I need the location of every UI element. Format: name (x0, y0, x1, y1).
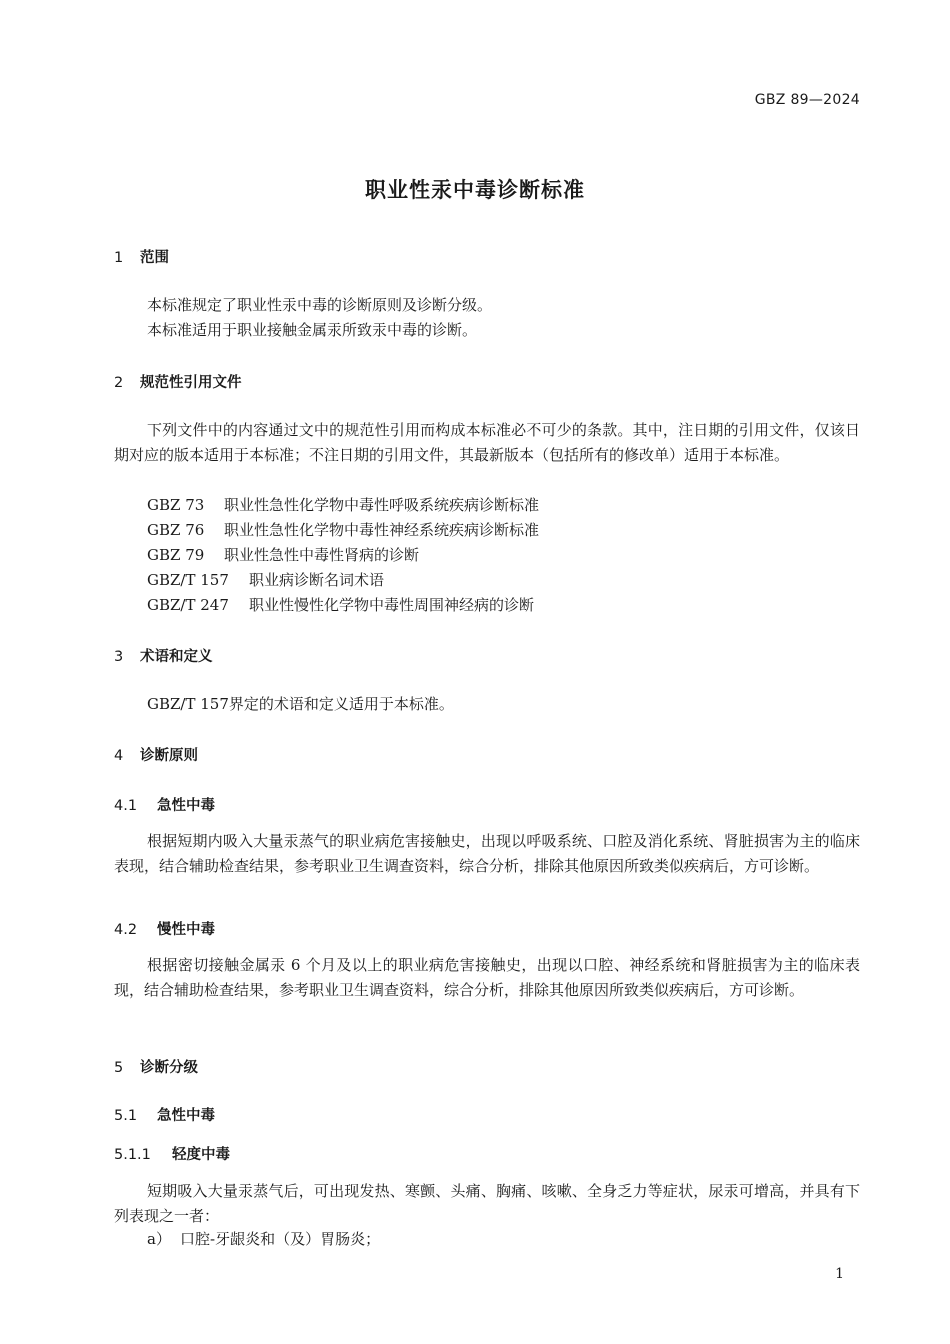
reference-title: 职业性慢性化学物中毒性周围神经病的诊断 (249, 596, 535, 614)
reference-title: 职业性急性中毒性肾病的诊断 (224, 546, 420, 564)
reference-code: GBZ/T 157 (147, 571, 229, 589)
paragraph: GBZ/T 157界定的术语和定义适用于本标准。 (147, 695, 454, 713)
section-title: 诊断分级 (140, 1060, 198, 1076)
section-title: 规范性引用文件 (140, 375, 242, 391)
section-title: 术语和定义 (140, 649, 213, 665)
list-marker: a） (147, 1230, 171, 1248)
reference-code: GBZ 76 (147, 521, 205, 539)
subsection-4-1-heading (114, 794, 215, 815)
reference-title: 职业性急性化学物中毒性呼吸系统疾病诊断标准 (224, 496, 540, 514)
reference-title: 职业病诊断名词术语 (249, 571, 385, 589)
section-title: 范围 (140, 250, 169, 266)
reference-item (147, 518, 539, 543)
reference-item (147, 493, 539, 518)
reference-code: GBZ/T 247 (147, 596, 229, 614)
subsection-5-1-1-heading (114, 1143, 230, 1164)
list-item-text: 口腔-牙龈炎和（及）胃肠炎； (180, 1230, 381, 1248)
reference-item (147, 593, 534, 618)
paragraph: 短期吸入大量汞蒸气后，可出现发热、寒颤、头痛、胸痛、咳嗽、全身乏力等症状，尿汞可增高，并具有下列表现之一者： (114, 1182, 860, 1225)
page-number: 1 (835, 1266, 844, 1282)
section-number: 3 (114, 649, 124, 665)
paragraph: 根据短期内吸入大量汞蒸气的职业病危害接触史，出现以呼吸系统、口腔及消化系统、肾脏损害为主的临床表现，结合辅助检查结果，参考职业卫生调查资料，综合分析，排除其他原因所致类似疾病后，方可诊断。 (114, 832, 860, 875)
reference-item (147, 568, 384, 593)
section-number: 2 (114, 375, 124, 391)
section-title: 轻度中毒 (172, 1147, 230, 1163)
section-3-heading (114, 645, 213, 666)
reference-code: GBZ 73 (147, 496, 205, 514)
section-5-heading (114, 1056, 198, 1077)
section-title: 急性中毒 (157, 798, 215, 814)
section-number: 5 (114, 1060, 124, 1076)
paragraph: 根据密切接触金属汞 6 个月及以上的职业病危害接触史，出现以口腔、神经系统和肾脏损害为主的临床表现，结合辅助检查结果，参考职业卫生调查资料，综合分析，排除其他原因所致类似疾病后，方可诊断。 (114, 956, 860, 999)
section-title: 慢性中毒 (157, 922, 215, 938)
subsection-4-2-heading (114, 918, 215, 939)
section-number: 5.1.1 (114, 1147, 151, 1163)
reference-code: GBZ 79 (147, 546, 205, 564)
paragraph: 下列文件中的内容通过文中的规范性引用而构成本标准必不可少的条款。其中，注日期的引用文件，仅该日期对应的版本适用于本标准；不注日期的引用文件，其最新版本（包括所有的修改单）适用于本标准。 (114, 421, 860, 464)
document-title: 职业性汞中毒诊断标准 (365, 178, 585, 202)
reference-title: 职业性急性化学物中毒性神经系统疾病诊断标准 (224, 521, 540, 539)
paragraph: 本标准适用于职业接触金属汞所致汞中毒的诊断。 (147, 321, 478, 339)
section-number: 4.1 (114, 798, 138, 814)
paragraph: 本标准规定了职业性汞中毒的诊断原则及诊断分级。 (147, 296, 493, 314)
section-2-heading (114, 371, 242, 392)
reference-item (147, 543, 419, 568)
standard-code: GBZ 89—2024 (754, 92, 860, 108)
subsection-5-1-heading (114, 1104, 215, 1125)
section-1-heading (114, 246, 169, 267)
section-number: 4 (114, 748, 124, 764)
section-number: 4.2 (114, 922, 138, 938)
section-4-heading (114, 744, 198, 765)
list-item (147, 1227, 380, 1252)
section-title: 急性中毒 (157, 1108, 215, 1124)
section-number: 1 (114, 250, 124, 266)
section-title: 诊断原则 (140, 748, 198, 764)
section-number: 5.1 (114, 1108, 138, 1124)
